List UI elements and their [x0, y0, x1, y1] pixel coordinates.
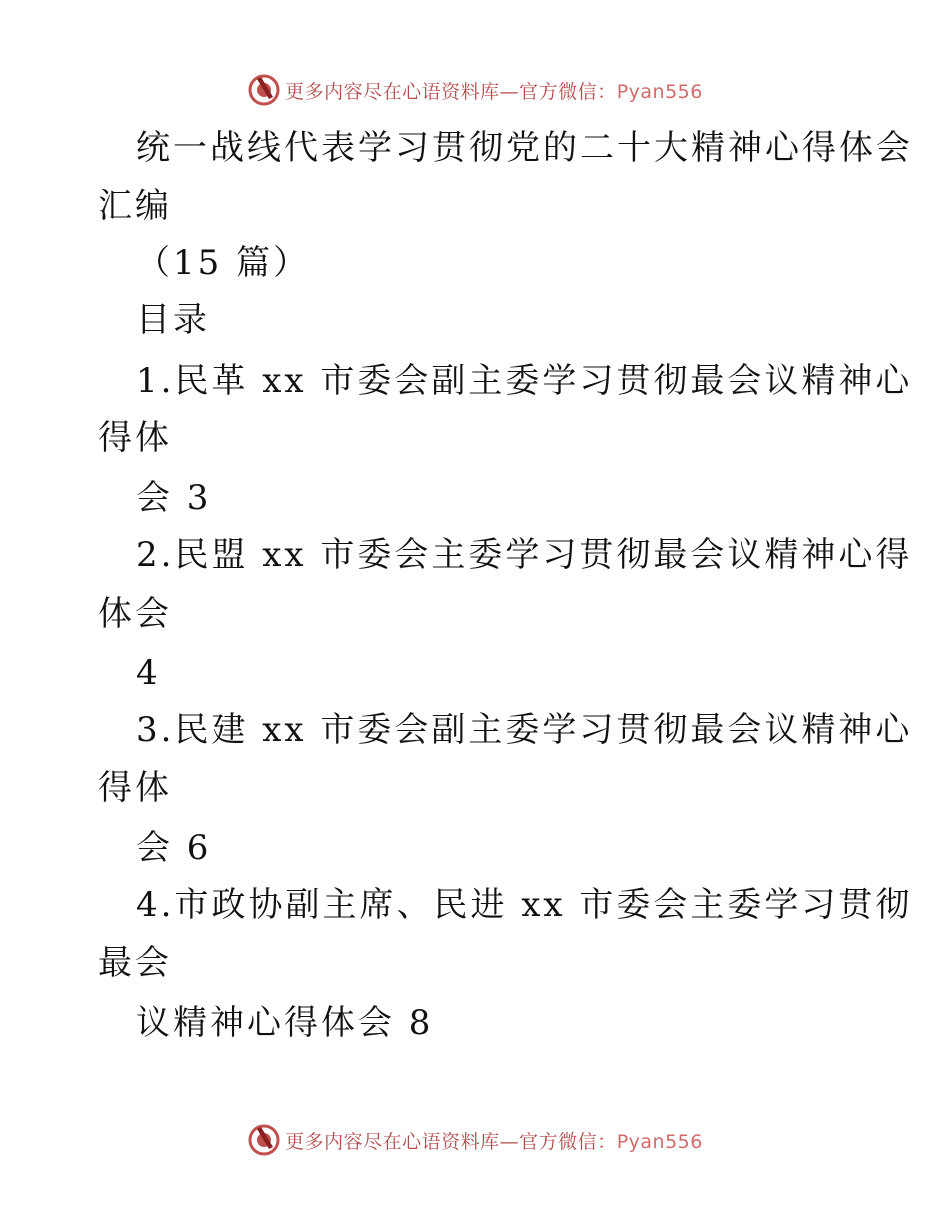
- toc-item-1-page: 会 3: [136, 478, 212, 518]
- pen-logo-icon: [247, 73, 281, 107]
- toc-item-4-page: 议精神心得体会 8: [136, 1003, 434, 1043]
- footer-watermark: [0, 1120, 950, 1160]
- toc-heading: 目录: [136, 300, 210, 340]
- watermark-text: 更多内容尽在心语资料库—官方微信：Pyan556: [285, 80, 703, 103]
- header-watermark: [0, 70, 950, 110]
- doc-count: （15 篇）: [136, 243, 311, 283]
- toc-item-2-cont: 体会: [98, 594, 172, 634]
- toc-item-3-page: 会 6: [136, 828, 212, 868]
- doc-title: 统一战线代表学习贯彻党的二十大精神心得体会: [136, 128, 913, 168]
- toc-item-1-cont: 得体: [98, 418, 172, 458]
- toc-item-3-cont: 得体: [98, 768, 172, 808]
- watermark-text: 更多内容尽在心语资料库—官方微信：Pyan556: [285, 1130, 703, 1153]
- toc-item-1: 1.民革 xx 市委会副主委学习贯彻最会议精神心: [136, 361, 913, 401]
- pen-logo-icon: [247, 1123, 281, 1157]
- toc-item-4: 4.市政协副主席、民进 xx 市委会主委学习贯彻: [136, 885, 913, 925]
- toc-item-2: 2.民盟 xx 市委会主委学习贯彻最会议精神心得: [136, 535, 913, 575]
- toc-item-2-page: 4: [136, 653, 161, 693]
- toc-item-4-cont: 最会: [98, 943, 172, 983]
- doc-title-cont: 汇编: [98, 186, 172, 226]
- toc-item-3: 3.民建 xx 市委会副主委学习贯彻最会议精神心: [136, 710, 913, 750]
